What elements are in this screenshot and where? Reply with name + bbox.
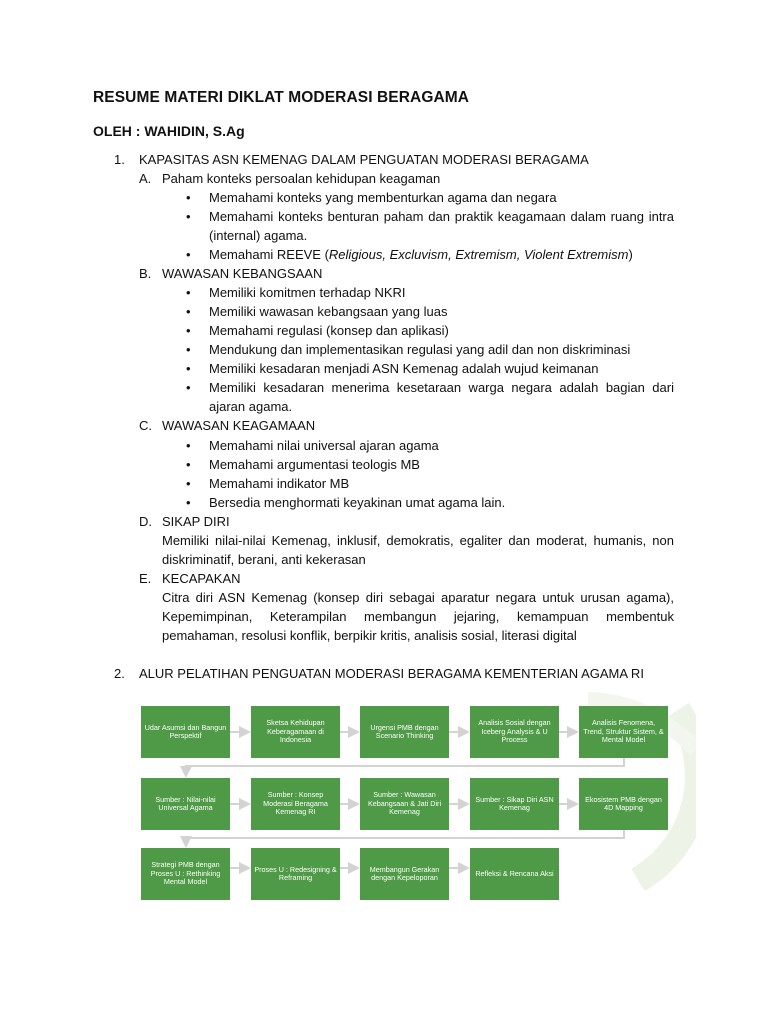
flow-step-box: Membangun Gerakan dengan Kepeloporan	[360, 848, 449, 900]
bullet-dot: •	[186, 285, 191, 300]
bullet-dot: •	[186, 304, 191, 319]
bullet-text-line: (internal) agama.	[209, 228, 308, 243]
bullet-text: Memahami regulasi (konsep dan aplikasi)	[209, 323, 449, 338]
bullet-text: Memahami indikator MB	[209, 476, 350, 491]
reeve-prefix: Memahami REEVE (	[209, 247, 329, 262]
reeve-terms: Religious, Excluvism, Extremism, Violent Extremism	[328, 247, 629, 262]
section-2-heading: ALUR PELATIHAN PENGUATAN MODERASI BERAGAMA KEMENTERIAN AGAMA RI	[139, 666, 644, 681]
section-1-heading: KAPASITAS ASN KEMENAG DALAM PENGUATAN MODERASI BERAGAMA	[139, 152, 589, 167]
flow-step-box: Sumber : Konsep Moderasi Beragama Kemenag RI	[251, 778, 340, 830]
item-b-heading: WAWASAN KEBANGSAAN	[162, 266, 323, 281]
flow-step-box: Strategi PMB dengan Proses U : Rethinking Mental Model	[141, 848, 230, 900]
paragraph-line: pemahaman, resolusi konflik, berpikir kritis, analisis sosial, literasi digital	[162, 628, 577, 643]
flow-step-box: Ekosistem PMB dengan 4D Mapping	[579, 778, 668, 830]
flow-step-box: Analisis Fenomena, Trend, Struktur Sistem, & Mental Model	[579, 706, 668, 758]
item-d-paragraph	[162, 531, 674, 569]
bullet-text: Bersedia menghormati keyakinan umat agama lain.	[209, 495, 506, 510]
bullet-dot: •	[186, 323, 191, 338]
bullet-dot: •	[186, 209, 191, 224]
author-line: OLEH : WAHIDIN, S.Ag	[93, 123, 245, 139]
flow-step-box: Proses U : Redesigning & Reframing	[251, 848, 340, 900]
flow-step-box: Udar Asumsi dan Bangun Perspektif	[141, 706, 230, 758]
bullet-text: Memiliki komitmen terhadap NKRI	[209, 285, 406, 300]
item-a-heading: Paham konteks persoalan kehidupan keagaman	[162, 171, 441, 186]
item-a-letter: A.	[139, 171, 152, 186]
paragraph-line: Kepemimpinan, Keterampilan membangun jejaring, kemampuan membentuk	[162, 609, 674, 624]
item-d-heading: SIKAP DIRI	[162, 514, 230, 529]
item-c-letter: C.	[139, 418, 152, 433]
item-e-paragraph	[162, 588, 674, 645]
flow-step-box: Sumber : Nilai-nilai Universal Agama	[141, 778, 230, 830]
page-title: RESUME MATERI DIKLAT MODERASI BERAGAMA	[93, 89, 470, 106]
reeve-suffix: )	[628, 247, 633, 262]
item-c-heading: WAWASAN KEAGAMAAN	[162, 418, 316, 433]
bullet-text: Memiliki kesadaran menjadi ASN Kemenag adalah wujud keimanan	[209, 361, 599, 376]
flow-step-box: Sumber : Wawasan Kebangsaan & Jati Diri Kemenag	[360, 778, 449, 830]
bullet-dot: •	[186, 457, 191, 472]
training-flow-diagram	[118, 690, 696, 890]
bullet-text: Memiliki wawasan kebangsaan yang luas	[209, 304, 448, 319]
bullet-dot: •	[186, 438, 191, 453]
flow-step-box: Sumber : Sikap Diri ASN Kemenag	[470, 778, 559, 830]
bullet-text: Memahami nilai universal ajaran agama	[209, 438, 439, 453]
item-d-letter: D.	[139, 514, 152, 529]
bullet-text: Memahami argumentasi teologis MB	[209, 457, 420, 472]
item-e-heading: KECAPAKAN	[162, 571, 241, 586]
paragraph-line: diskriminatif, berani, anti kekerasan	[162, 552, 366, 567]
flow-step-box: Urgensi PMB dengan Scenario Thinking	[360, 706, 449, 758]
flow-step-box: Refleksi & Rencana Aksi	[470, 848, 559, 900]
bullet-dot: •	[186, 247, 191, 262]
bullet-text	[209, 207, 674, 245]
bullet-text	[209, 378, 674, 416]
paragraph-line: Citra diri ASN Kemenag (konsep diri sebagai aparatur negara untuk urusan agama),	[162, 590, 674, 605]
bullet-dot: •	[186, 361, 191, 376]
bullet-dot: •	[186, 495, 191, 510]
item-b-letter: B.	[139, 266, 152, 281]
flow-step-box: Analisis Sosial dengan Iceberg Analysis & U Process	[470, 706, 559, 758]
bullet-text	[209, 245, 633, 264]
bullet-dot: •	[186, 476, 191, 491]
bullet-text: Memahami konteks yang membenturkan agama dan negara	[209, 190, 557, 205]
bullet-text: Mendukung dan implementasikan regulasi yang adil dan non diskriminasi	[209, 342, 631, 357]
bullet-text-line: Memiliki kesadaran menerima kesetaraan warga negara adalah bagian dari	[209, 380, 674, 395]
flow-step-box: Sketsa Kehidupan Keberagamaan di Indonesia	[251, 706, 340, 758]
paragraph-line: Memiliki nilai-nilai Kemenag, inklusif, demokratis, egaliter dan moderat, humanis, non	[162, 533, 674, 548]
bullet-text-line: ajaran agama.	[209, 399, 293, 414]
bullet-text-line: Memahami konteks benturan paham dan praktik keagamaan dalam ruang intra	[209, 209, 674, 224]
section-1-number: 1.	[114, 152, 125, 167]
bullet-dot: •	[186, 190, 191, 205]
section-2-number: 2.	[114, 666, 125, 681]
bullet-dot: •	[186, 342, 191, 357]
bullet-dot: •	[186, 380, 191, 395]
item-e-letter: E.	[139, 571, 152, 586]
